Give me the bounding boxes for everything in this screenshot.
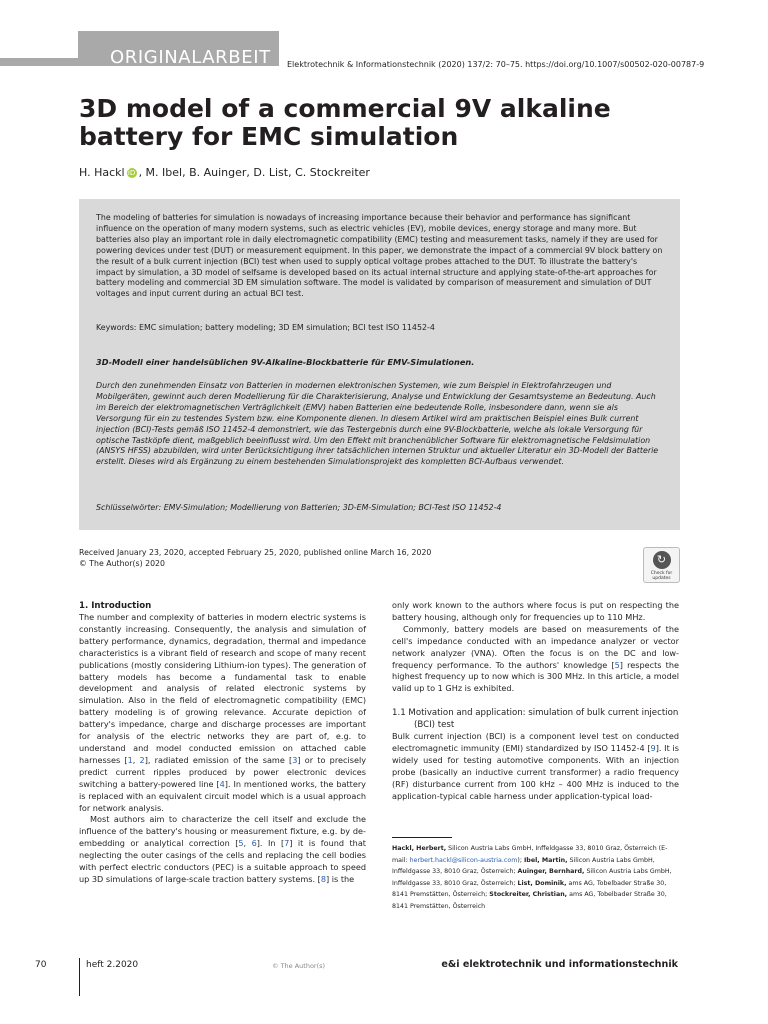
german-keywords: Schlüsselwörter: EMV-Simulation; Modellierung von Batterien; 3D-EM-Simulation; BCI-Test ISO 11452-4 — [96, 503, 502, 512]
footer-copyright: © The Author(s) — [272, 962, 326, 970]
check-for-updates-badge[interactable] — [643, 547, 680, 583]
citation-link[interactable]: 3 — [292, 754, 298, 765]
footer-rule — [79, 958, 80, 996]
keywords: Keywords: EMC simulation; battery modeling; 3D EM simulation; BCI test ISO 11452-4 — [96, 323, 435, 332]
author-list — [79, 166, 370, 179]
journal-logo: e&i — [441, 959, 460, 970]
orcid-icon[interactable]: iD — [127, 169, 136, 177]
journal-name: e&i elektrotechnik und informationstechnik — [441, 959, 678, 970]
paragraph: Commonly, battery models are based on measurements of the cell's impedance conducted with an impedance analyzer or vector network analyzer (VNA). Often the focus is on the DC and low-frequency performance. To the authors' knowledge [5] respects the highest frequency up to now which is 300 MHz. In this article, a model valid up to 1 GHz is exhibited. — [392, 623, 679, 694]
citation-link[interactable]: 7 — [284, 838, 290, 849]
received-dates: Received January 23, 2020, accepted February 25, 2020, published online March 16, 2020 — [79, 548, 432, 557]
footnote-rule — [392, 837, 452, 838]
citation-link[interactable]: 6 — [251, 838, 257, 849]
issue-label: heft 2.2020 — [86, 960, 139, 970]
subsection-heading-motivation: 1.1 Motivation and application: simulation of bulk current injection (BCI) test — [392, 708, 679, 731]
german-title: 3D-Modell einer handelsüblichen 9V-Alkaline-Blockbatterie für EMV-Simulationen. — [96, 357, 475, 367]
citation-link[interactable]: 9 — [650, 743, 656, 754]
citation-link[interactable]: 8 — [320, 873, 326, 884]
page-number: 70 — [35, 960, 47, 970]
section-heading-introduction: 1. Introduction — [79, 601, 152, 611]
paragraph: The number and complexity of batteries in modern electric systems is constantly increasing. Consequently, the analysis and simulation of battery performance, dynamics, degradation, thermal and impedance characteristics is a vibrant field of research and scope of many recent publications (mostly considering Lithium-ion types). The generation of battery models has become a fundamental task to enable development and analysis of related electronic systems by simulation. Also in the field of electromagnetic compatibility (EMC) battery modeling is of growing relevance. Accurate depiction of battery's impedance, charge and discharge processes are important for analysis of the electric networks they are part of, e.g. to understand and model conducted emission on attached cable harnesses [1, 2], radiated emission of the same [3] or to precisely predict current ripples produced by power electronic devices switching a battery-powered line [4]. In mentioned works, the battery is replaced with an equivalent circuit model which is a usual approach for network analysis. — [79, 612, 367, 813]
paragraph: Most authors aim to characterize the cell itself and exclude the influence of the battery's housing or measurement fixture, e.g. by de-embedding or analytical correction [5, 6]. In [7] it is found that neglecting the outer casings of the cells and replacing the cell bodies with perfect electric conductors (PEC) is a suitable approach to speed up 3D simulations of large-scale traction battery systems. [8] is the — [79, 814, 366, 884]
email-link[interactable]: herbert.hackl@silicon-austria.com — [409, 856, 518, 864]
german-abstract: Durch den zunehmenden Einsatz von Batterien in modernen elektronischen Systemen, wie zum Beispiel in Elektrofahrzeugen und Mobilgeräten, gewinnt auch deren Modellierung für die Charakterisierung, Analyse und Entwicklung der Gesamtsysteme an Bedeutung. Auch im Bereich der elektromagnetischen Verträglichkeit (EMV) haben Batterien eine bedeutende Rolle, insbesondere dann, wenn sie als Versorgung für ein zu testendes System bzw. eine Komponente dienen. In diesem Artikel wird am praktischen Beispiel eines Bulk current injection (BCI)-Tests gemäß ISO 11452-4 demonstriert, wie das Testergebnis durch eine 9V-Blockbatterie, welche als lokale Versorgung für optische Tastköpfe dient, maßgeblich beeinflusst wird. Um den Effekt mit branchenüblicher Software für elektromagnetische Feldsimulation (ANSYS HFSS) abzubilden, wird unter Berücksichtigung ihrer tatsächlichen internen Struktur und aktueller Literatur ein 3D-Modell der Batterie erstellt. Dieses wird als Ergänzung zu einem bestehenden Simulationsprojekt des kompletten BCI-Aufbaus verwendet. — [96, 381, 659, 467]
citation-link[interactable]: 4 — [219, 778, 225, 789]
journal-citation[interactable]: Elektrotechnik & Informationstechnik (2020) 137/2: 70–75. https://doi.org/10.1007/s00502-020-00787-9 — [287, 60, 705, 69]
first-author: H. Hackl — [79, 166, 125, 179]
copyright-line: © The Author(s) 2020 — [79, 559, 165, 568]
abstract-text: The modeling of batteries for simulation is nowadays of increasing importance because their behavior and performance has significant influence on the operation of many modern systems, such as electric vehicles (EV), mobile devices, energy storage and many more. But batteries also play an important role in daily electromagnetic compatibility (EMC) testing and measurement tasks, namely if they are used for powering devices under test (DUT) or measurement equipment. In this paper, we demonstrate the impact of a commercial 9V block battery on the result of a bulk current injection (BCI) test when used to supply optical voltage probes attached to the DUT. To illustrate the battery's impact by simulation, a 3D model of selfsame is developed based on its actual internal structure and applying state-of-the-art approaches for battery modeling and commercial 3D EM simulation software. The model is validated by comparison of measurement and simulation of DUT voltages and input current during an actual BCI test. — [96, 213, 663, 299]
paragraph: only work known to the authors where focus is put on respecting the battery housing, although only for frequencies up to 110 MHz. — [392, 600, 679, 622]
citation-link[interactable]: 5 — [614, 659, 620, 670]
article-title: 3D model of a commercial 9V alkaline battery for EMC simulation — [79, 94, 611, 151]
left-column — [79, 600, 366, 886]
author-affiliations: Hackl, Herbert, Silicon Austria Labs GmbH, Inffeldgasse 33, 8010 Graz, Österreich (E-mail: herbert.hackl@silicon-austria.com); Ibel, Martin, Silicon Austria Labs GmbH, Inffeldgasse 33, 8010 Graz, Österreich; Auinger, Bernhard, Silicon Austria Labs GmbH, Inffeldgasse 33, 8010 Graz, Österreich; List, Dominik, ams AG, Tobelbader Straße 30, 8141 Premstätten, Österreich; Stockreiter, Christian, ams AG, Tobelbader Straße 30, 8141 Premstätten, Österreich — [392, 845, 672, 910]
check-updates-label: Check for updates — [650, 571, 673, 581]
paragraph: Bulk current injection (BCI) is a component level test on conducted electromagnetic immunity (EMI) standardized by ISO 11452-4 [9]. It is widely used for testing automotive components. With an injection probe (basically an inductive current transformer) a radio frequency (RF) disturbance current from 100 kHz – 400 MHz is induced to the application-typical cable harness under application-typical load- — [392, 731, 679, 801]
citation-link[interactable]: 5 — [238, 838, 244, 849]
other-authors: , M. Ibel, B. Auinger, D. List, C. Stockreiter — [138, 166, 370, 179]
citation-link[interactable]: 1 — [127, 754, 133, 765]
article-type-label: ORIGINALARBEIT — [110, 47, 271, 68]
citation-link[interactable]: 2 — [139, 754, 145, 765]
right-column — [392, 600, 679, 803]
publication-history — [79, 547, 431, 569]
refresh-icon: ↻ — [653, 551, 671, 569]
